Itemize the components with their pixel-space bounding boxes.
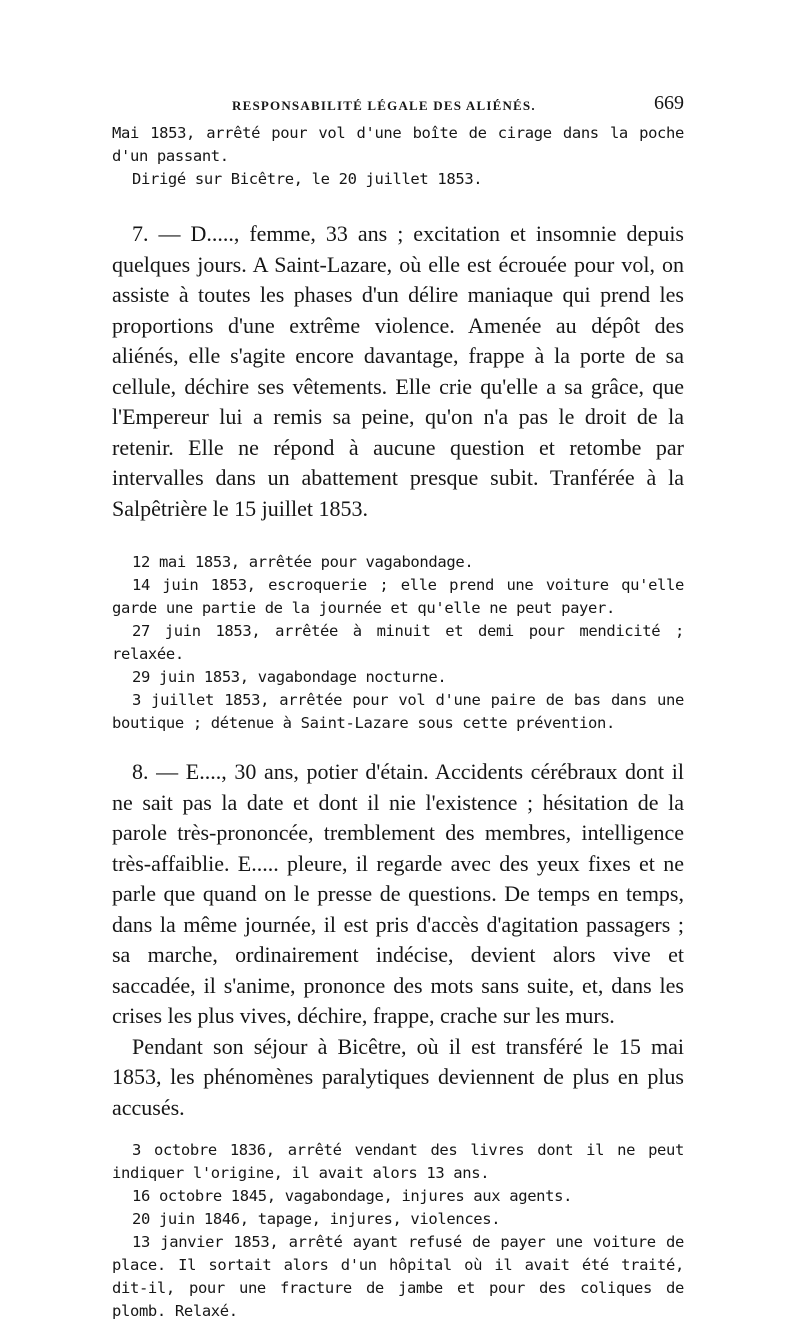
record-entry: 14 juin 1853, escroquerie ; elle prend une voiture qu'elle garde une partie de la journée et qu'elle ne peut payer. xyxy=(112,576,684,617)
record-entry: 29 juin 1853, vagabondage nocturne. xyxy=(132,668,447,686)
previous-case-record xyxy=(112,122,684,191)
record-entry: Dirigé sur Bicêtre, le 20 juillet 1853. xyxy=(132,170,483,188)
record-entry: 16 octobre 1845, vagabondage, injures aux agents. xyxy=(132,1187,573,1205)
case-7-description: 7. — D....., femme, 33 ans ; excitation et insomnie depuis quelques jours. A Saint-Lazare, où elle est écrouée pour vol, on assiste à toutes les phases d'un délire maniaque qui prend les proportions d'une extrême violence. Amenée au dépôt des aliénés, elle s'agite encore davantage, frappe à la porte de sa cellule, déchire ses vêtements. Elle crie qu'elle a sa grâce, que l'Empereur lui a remis sa peine, qu'on n'a pas le droit de la retenir. Elle ne répond à aucune question et retombe par intervalles dans un abattement presque subit. Tranférée à la Salpêtrière le 15 juillet 1853. xyxy=(112,221,684,521)
record-entry: 3 juillet 1853, arrêtée pour vol d'une paire de bas dans une boutique ; détenue à Saint-Lazare sous cette prévention. xyxy=(112,691,684,732)
record-entry: 20 juin 1846, tapage, injures, violences. xyxy=(132,1210,501,1228)
case-8-description: 8. — E...., 30 ans, potier d'étain. Accidents cérébraux dont il ne sait pas la date et dont il nie l'existence ; hésitation de la parole très-prononcée, tremblement des membres, intelligence très-affaiblie. E..... pleure, il regarde avec des yeux fixes et ne parle que quand on le presse de questions. De temps en temps, dans la même journée, il est pris d'accès d'agitation passagers ; sa marche, ordinairement indécise, devient alors vive et saccadée, il s'anime, prononce des mots sans suite, et, dans les crises les plus vives, déchire, frappe, crache sur les murs. xyxy=(112,759,684,1028)
record-entry: 3 octobre 1836, arrêté vendant des livres dont il ne peut indiquer l'origine, il avait alors 13 ans. xyxy=(112,1141,684,1182)
book-page xyxy=(112,92,684,1323)
case-7-record xyxy=(112,551,684,735)
record-entry: Mai 1853, arrêté pour vol d'une boîte de cirage dans la poche d'un passant. xyxy=(112,124,684,165)
page-number: 669 xyxy=(654,92,684,114)
running-title: RESPONSABILITÉ LÉGALE DES ALIÉNÉS. xyxy=(232,98,536,113)
page-header xyxy=(112,92,684,122)
record-entry: 27 juin 1853, arrêtée à minuit et demi pour mendicité ; relaxée. xyxy=(112,622,684,663)
record-entry: 12 mai 1853, arrêtée pour vagabondage. xyxy=(132,553,474,571)
record-entry: 13 janvier 1853, arrêté ayant refusé de payer une voiture de place. Il sortait alors d'un hôpital où il avait été traité, dit-il, pour une fracture de jambe et pour des coliques de plomb. Relaxé. xyxy=(112,1233,684,1320)
case-8-continuation: Pendant son séjour à Bicêtre, où il est transféré le 15 mai 1853, les phénomènes paralytiques deviennent de plus en plus accusés. xyxy=(112,1033,684,1120)
case-8-record xyxy=(112,1139,684,1323)
